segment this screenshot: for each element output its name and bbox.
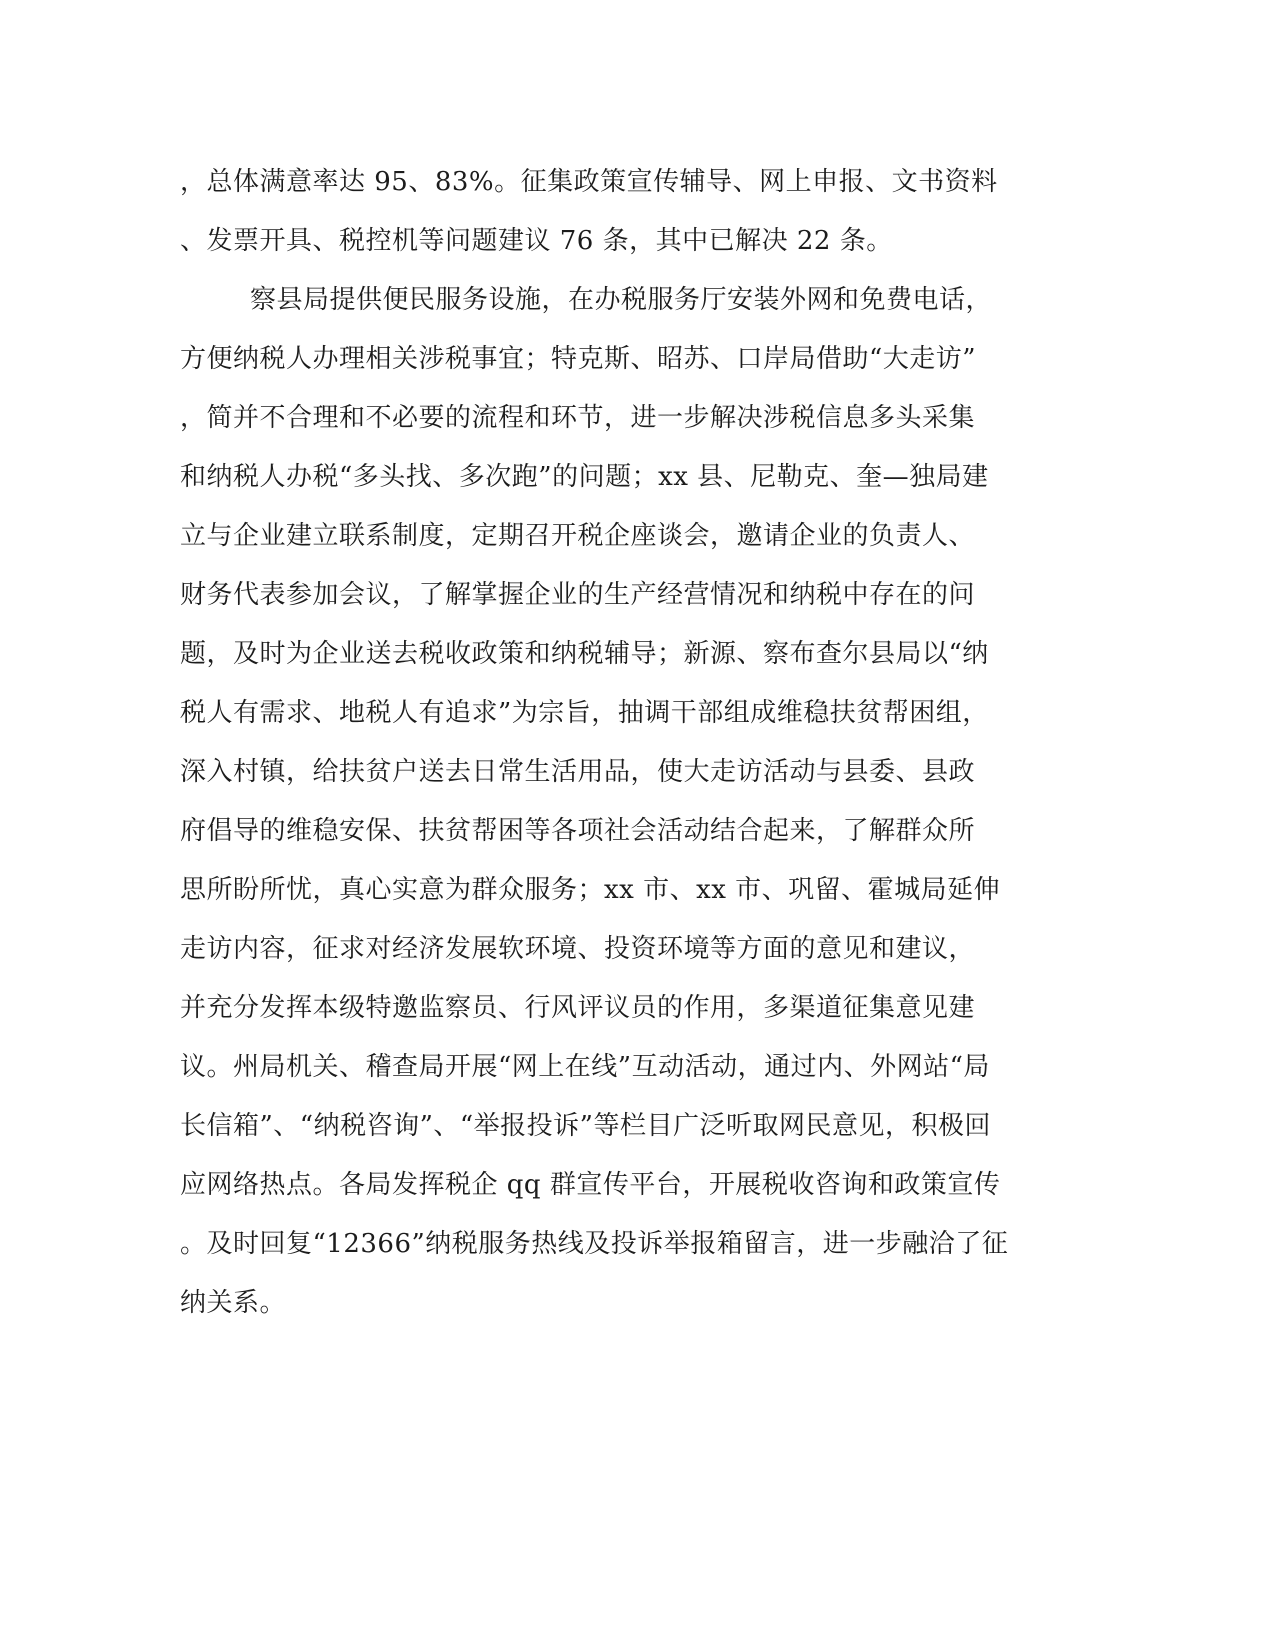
text-line: 议。州局机关、稽查局开展“网上在线”互动活动，通过内、外网站“局 <box>180 1052 990 1082</box>
text-line: 财务代表参加会议，了解掌握企业的生产经营情况和纳税中存在的问 <box>180 580 976 610</box>
text-line: ，总体满意率达 95、83%。征集政策宣传辅导、网上申报、文书资料 <box>180 167 998 197</box>
text-line: 走访内容，征求对经济发展软环境、投资环境等方面的意见和建议， <box>180 934 976 964</box>
text-line: ，简并不合理和不必要的流程和环节，进一步解决涉税信息多头采集 <box>180 403 976 433</box>
text-line: 长信箱”、“纳税咨询”、“举报投诉”等栏目广泛听取网民意见，积极回 <box>180 1111 991 1141</box>
text-line: 题，及时为企业送去税收政策和纳税辅导；新源、察布查尔县局以“纳 <box>180 639 989 669</box>
text-line: 。及时回复“12366”纳税服务热线及投诉举报箱留言，进一步融洽了征 <box>180 1229 1009 1259</box>
text-line: 府倡导的维稳安保、扶贫帮困等各项社会活动结合起来，了解群众所 <box>180 816 976 846</box>
text-line: 纳关系。 <box>180 1288 287 1318</box>
text-line: 应网络热点。各局发挥税企 qq 群宣传平台，开展税收咨询和政策宣传 <box>180 1170 1001 1200</box>
text-line: 和纳税人办税“多头找、多次跑”的问题；xx 县、尼勒克、奎—独局建 <box>180 462 989 492</box>
text-line: 方便纳税人办理相关涉税事宜；特克斯、昭苏、口岸局借助“大走访” <box>180 344 977 374</box>
text-line: 深入村镇，给扶贫户送去日常生活用品，使大走访活动与县委、县政 <box>180 757 976 787</box>
text-line: 、发票开具、税控机等问题建议 76 条，其中已解决 22 条。 <box>180 226 893 256</box>
text-line: 立与企业建立联系制度，定期召开税企座谈会，邀请企业的负责人、 <box>180 521 976 551</box>
text-line: 察县局提供便民服务设施，在办税服务厅安装外网和免费电话， <box>250 285 993 315</box>
text-line: 并充分发挥本级特邀监察员、行风评议员的作用，多渠道征集意见建 <box>180 993 976 1023</box>
text-line: 税人有需求、地税人有追求”为宗旨，抽调干部组成维稳扶贫帮困组， <box>180 698 989 728</box>
text-line: 思所盼所忧，真心实意为群众服务；xx 市、xx 市、巩留、霍城局延伸 <box>180 875 1001 905</box>
